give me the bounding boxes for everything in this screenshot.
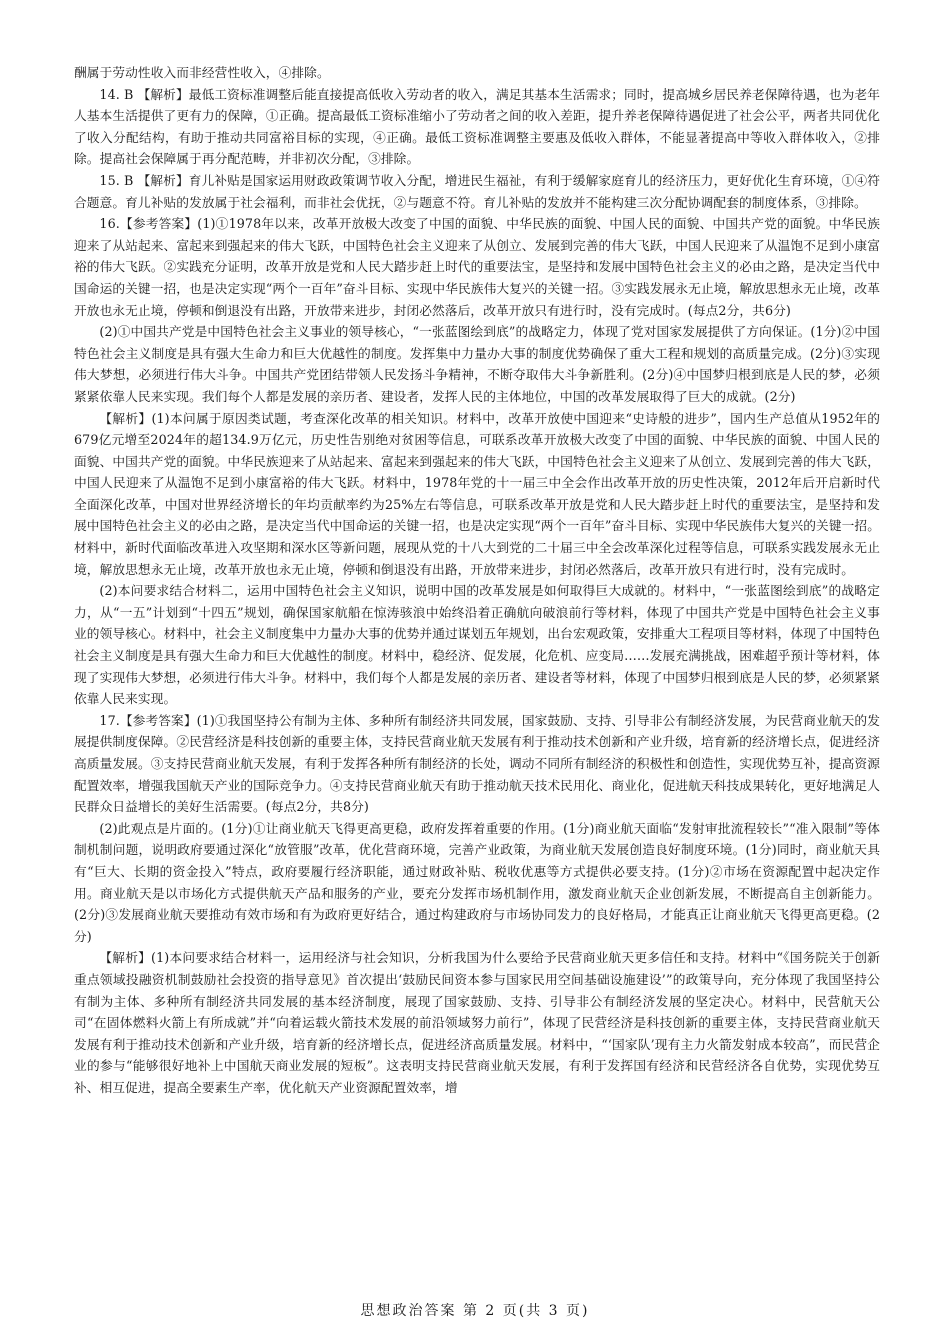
answer-16-analysis: 【解析】(1)本问属于原因类试题，考查深化改革的相关知识。材料中，改革开放使中国迎来“史诗般的进步”，国内生产总值从1952年的679亿元增至2024年的超134.9万亿元，历史性告别绝对贫困等信息，可联系改革开放极大改变了中国的面貌、中华民族的面貌、中国人民的面貌、中国共产党的面貌。中华民族迎来了从站起来、富起来到强起来的伟大飞跃，中国特色社会主义迎来了从创立、发展到完善的伟大飞跃，中国人民迎来了从温饱不足到小康富裕的伟大飞跃。材料中，1978年党的十一届三中全会作出改革开放的历史性决策，2012年后开启新时代全面深化改革，中国对世界经济增长的年均贡献率约为25%左右等信息，可联系改革开放是党和人民大踏步赶上时代的重要法宝，是坚持和发展中国特色社会主义的必由之路，是决定当代中国命运的关键一招，也是决定实现“两个一百年”奋斗目标、实现中华民族伟大复兴的关键一招。材料中，新时代面临改革进入攻坚期和深水区等新问题，展现从党的十八大到党的二十届三中全会改革深化过程等信息，可联系实践发展永无止境，解放思想永无止境，改革开放也永无止境，停顿和倒退没有出路，开放带来进步，封闭必然落后，改革开放只有进行时，没有完成时。 — [74, 410, 880, 577]
answer-16-reference: 16.【参考答案】(1)①1978年以来，改革开放极大改变了中国的面貌、中华民族的面貌、中国人民的面貌、中国共产党的面貌。中华民族迎来了从站起来、富起来到强起来的伟大飞跃，中国特色社会主义迎来了从创立、发展到完善的伟大飞跃，中国人民迎来了从温饱不足到小康富裕的伟大飞跃。②实践充分证明，改革开放是党和人民大踏步赶上时代的重要法宝，是坚持和发展中国特色社会主义的必由之路，是决定当代中国命运的关键一招，也是决定实现“两个一百年”奋斗目标、实现中华民族伟大复兴的关键一招。③实践发展永无止境，解放思想永无止境，改革开放也永无止境，停顿和倒退没有出路，开放带来进步，封闭必然落后，改革开放只有进行时，没有完成时。(每点2分，共6分) — [74, 216, 880, 318]
answer-16-reference-part2: (2)①中国共产党是中国特色社会主义事业的领导核心，“一张蓝图绘到底”的战略定力，体现了党对国家发展提供了方向保证。(1分)②中国特色社会主义制度是具有强大生命力和巨大优越性的制度。发挥集中力量办大事的制度优势确保了重大工程和规划的高质量完成。(2分)③实现伟大梦想，必须进行伟大斗争。中国共产党团结带领人民发扬斗争精神，不断夺取伟大斗争新胜利。(2分)④中国梦归根到底是人民的梦，必须紧紧依靠人民来实现。我们每个人都是发展的亲历者、建设者，发挥人民的主体地位，中国的改革发展取得了巨大的成就。(2分) — [74, 324, 880, 404]
answer-15: 15. B 【解析】育儿补贴是国家运用财政政策调节收入分配，增进民生福祉，有利于缓解家庭育儿的经济压力，更好优化生育环境，①④符合题意。育儿补贴的发放属于社会福利，而非社会优抚，②与题意不符。育儿补贴的发放并不能构建三次分配协调配套的制度体系，③排除。 — [74, 172, 880, 210]
page-footer: 思想政治答案 第 2 页(共 3 页) — [360, 1303, 590, 1319]
answer-17-analysis: 【解析】(1)本问要求结合材料一，运用经济与社会知识，分析我国为什么要给予民营商业航天更多信任和支持。材料中“《国务院关于创新重点领域投融资机制鼓励社会投资的指导意见》首次提出‘鼓励民间资本参与国家民用空间基础设施建设’”的政策导向，充分体现了我国坚持公有制为主体、多种所有制经济共同发展的基本经济制度，展现了国家鼓励、支持、引导非公有制经济发展的坚定决心。材料中，民营航天公司“在固体燃料火箭上有所成就”并“向着运载火箭技术发展的前沿领域努力前行”，体现了民营经济是科技创新的重要主体，支持民营商业航天发展有利于推动技术创新和产业升级，培育新的经济增长点，促进经济高质量发展。材料中，“‘国家队’现有主力火箭发射成本较高”，而民营企业的参与“能够很好地补上中国航天商业发展的短板”。这表明支持民营商业航天发展，有利于发挥国有经济和民营经济各自优势，实现优势互补、相互促进，提高全要素生产率，优化航天产业资源配置效率，增 — [74, 950, 880, 1095]
answer-content — [74, 62, 880, 1099]
answer-17-reference-part2: (2)此观点是片面的。(1分)①让商业航天飞得更高更稳，政府发挥着重要的作用。(1分)商业航天面临“发射审批流程较长”“准入限制”等体制机制问题，说明政府要通过深化“放管服”改革，优化营商环境，完善产业政策，为商业航天发展创造良好制度环境。(1分)同时，商业航天具有“巨大、长期的资金投入”特点，政府要履行经济职能，通过财政补贴、税收优惠等方式提供必要支持。(1分)②市场在资源配置中起决定作用。商业航天是以市场化方式提供航天产品和服务的产业，要充分发挥市场机制作用，激发商业航天企业创新发展，不断提高自主创新能力。(2分)③发展商业航天要推动有效市场和有为政府更好结合，通过构建政府与市场协同发力的良好格局，才能真正让商业航天飞得更高更稳。(2分) — [74, 820, 880, 944]
answer-17-reference: 17.【参考答案】(1)①我国坚持公有制为主体、多种所有制经济共同发展，国家鼓励、支持、引导非公有制经济发展，为民营商业航天的发展提供制度保障。②民营经济是科技创新的重要主体，支持民营商业航天发展有利于推动技术创新和产业升级，培育新的经济增长点，促进经济高质量发展。③支持民营商业航天发展，有利于发挥各种所有制经济的长处，调动不同所有制经济的积极性和创造性，实现优势互补，提高资源配置效率，增强我国航天产业的国际竞争力。④支持民营商业航天有助于推动航天技术民用化、商业化，促进航天科技成果转化，更好地满足人民群众日益增长的美好生活需要。(每点2分，共8分) — [74, 712, 880, 815]
answer-16-analysis-part2: (2)本问要求结合材料二，运用中国特色社会主义知识，说明中国的改革发展是如何取得巨大成就的。材料中，“一张蓝图绘到底”的战略定力，从“一五”计划到“十四五”规划，确保国家航船在惊涛骇浪中始终沿着正确航向破浪前行等材料，体现了中国共产党是中国特色社会主义事业的领导核心。材料中，社会主义制度集中力量办大事的优势并通过谋划五年规划，出台宏观政策，安排重大工程项目等材料，体现了中国特色社会主义制度是具有强大生命力和巨大优越性的制度。材料中，稳经济、促发展，化危机、应变局……发展充满挑战，困难超乎预计等材料，体现了实现伟大梦想，必须进行伟大斗争。材料中，我们每个人都是发展的亲历者、建设者等材料，体现了中国梦归根到底是人民的梦，必须紧紧依靠人民来实现。 — [74, 583, 880, 707]
paragraph-continuation: 酬属于劳动性收入而非经营性收入，④排除。 — [74, 65, 330, 80]
answer-14: 14. B 【解析】最低工资标准调整后能直接提高低收入劳动者的收入，满足其基本生活需求；同时，提高城乡居民养老保障待遇，也为老年人基本生活提供了更有力的保障，①正确。提高最低工资标准缩小了劳动者之间的收入差距，提升养老保障待遇促进了社会公平，两者共同优化了收入分配结构，有助于推动共同富裕目标的实现，④正确。最低工资标准调整主要惠及低收入群体，不能显著提高中等收入群体收入，②排除。提高社会保障属于再分配范畴，并非初次分配，③排除。 — [74, 86, 880, 167]
